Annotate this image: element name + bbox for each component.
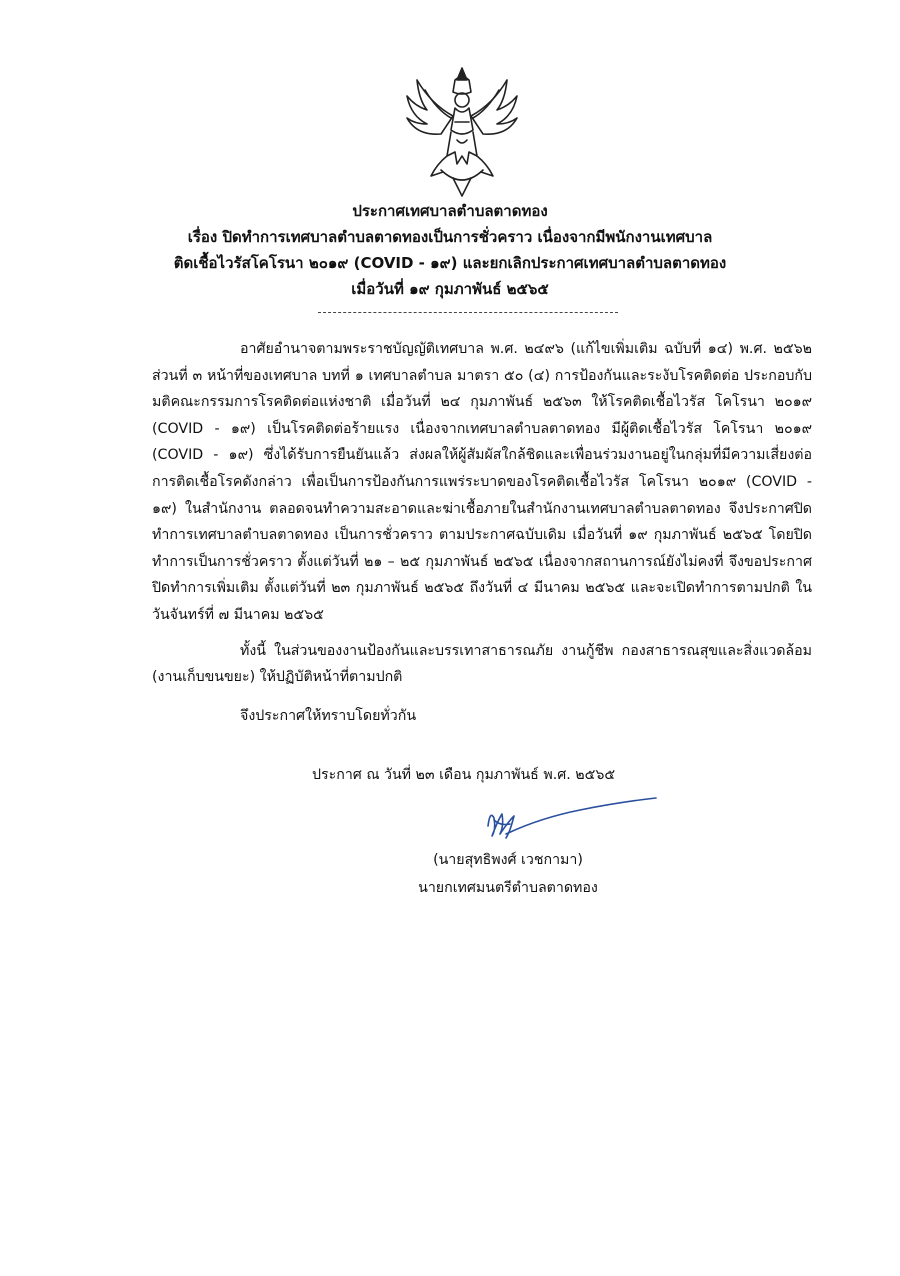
signer-position: นายกเทศมนตรีตำบลตาดทอง (418, 880, 598, 896)
title-line-subject-cont: ติดเชื้อไวรัสโคโรนา ๒๐๑๙ (COVID - ๑๙) และยกเลิกประกาศเทศบาลตำบลตาดทอง (173, 254, 727, 272)
title-line-date: เมื่อวันที่ ๑๙ กุมภาพันธ์ ๒๕๖๕ (351, 280, 549, 298)
announcement-body (152, 336, 812, 729)
signer-block (408, 846, 608, 902)
title-line-issuer: ประกาศเทศบาลตำบลตาดทอง (352, 202, 548, 220)
title-line-subject: เรื่อง ปิดทำการเทศบาลตำบลตาดทองเป็นการชั่วคราว เนื่องจากมีพนักงานเทศบาล (187, 228, 713, 246)
separator-line (318, 312, 618, 313)
garuda-emblem-icon (397, 60, 527, 200)
body-paragraph-2: ทั้งนี้ ในส่วนของงานป้องกันและบรรเทาสาธารณภัย งานกู้ชีพ กองสาธารณสุขและสิ่งแวดล้อม (งานเก็บขนขยะ) ให้ปฏิบัติหน้าที่ตามปกติ (152, 642, 812, 686)
body-paragraph-1: อาศัยอำนาจตามพระราชบัญญัติเทศบาล พ.ศ. ๒๔๙๖ (แก้ไขเพิ่มเติม ฉบับที่ ๑๔) พ.ศ. ๒๕๖๒ ส่วนที่ ๓ หน้าที่ของเทศบาล บทที่ ๑ เทศบาลตำบล มาตรา ๕๐ (๔) การป้องกันและระงับโรคติดต่อ ประกอบกับมติคณะกรรมการโรคติดต่อแห่งชาติ เมื่อวันที่ ๒๔ กุมภาพันธ์ ๒๕๖๓ ให้โรคติดเชื้อไวรัส โคโรนา ๒๐๑๙ (COVID - ๑๙) เป็นโรคติดต่อร้ายแรง เนื่องจากเทศบาลตำบลตาดทอง มีผู้ติดเชื้อไวรัส โคโรนา ๒๐๑๙ (COVID - ๑๙) ซึ่งได้รับการยืนยันแล้ว ส่งผลให้ผู้สัมผัสใกล้ชิดและเพื่อนร่วมงานอยู่ในกลุ่มที่มีความเสี่ยงต่อการติดเชื้อโรคดังกล่าว เพื่อเป็นการป้องกันการแพร่ระบาดของโรคติดเชื้อไวรัส โคโรนา ๒๐๑๙ (COVID - ๑๙) ในสำนักงาน ตลอดจนทำความสะอาดและฆ่าเชื้อภายในสำนักงานเทศบาลตำบลตาดทอง จึงประกาศปิดทำการเทศบาลตำบลตาดทอง เป็นการชั่วคราว ตามประกาศฉบับเดิม เมื่อวันที่ ๑๙ กุมภาพันธ์ ๒๕๖๕ โดยปิดทำการเป็นการชั่วคราว ตั้งแต่วันที่ ๒๑ – ๒๕ กุมภาพันธ์ ๒๕๖๕ เนื่องจากสถานการณ์ยังไม่คงที่ จึงขอประกาศปิดทำการเพิ่มเติม ตั้งแต่วันที่ ๒๓ กุมภาพันธ์ ๒๕๖๕ ถึงวันที่ ๔ มีนาคม ๒๕๖๕ และจะเปิดทำการตามปกติ ในวันจันทร์ที่ ๗ มีนาคม ๒๕๖๕ (152, 341, 812, 623)
signature-image (480, 796, 660, 846)
signer-name: (นายสุทธิพงศ์ เวชกามา) (433, 852, 583, 868)
body-paragraph-3: จึงประกาศให้ทราบโดยทั่วกัน (240, 707, 417, 724)
announcement-date-line: ประกาศ ณ วันที่ ๒๓ เดือน กุมภาพันธ์ พ.ศ. ๒๕๖๕ (312, 767, 616, 783)
announcement-title (150, 198, 750, 302)
